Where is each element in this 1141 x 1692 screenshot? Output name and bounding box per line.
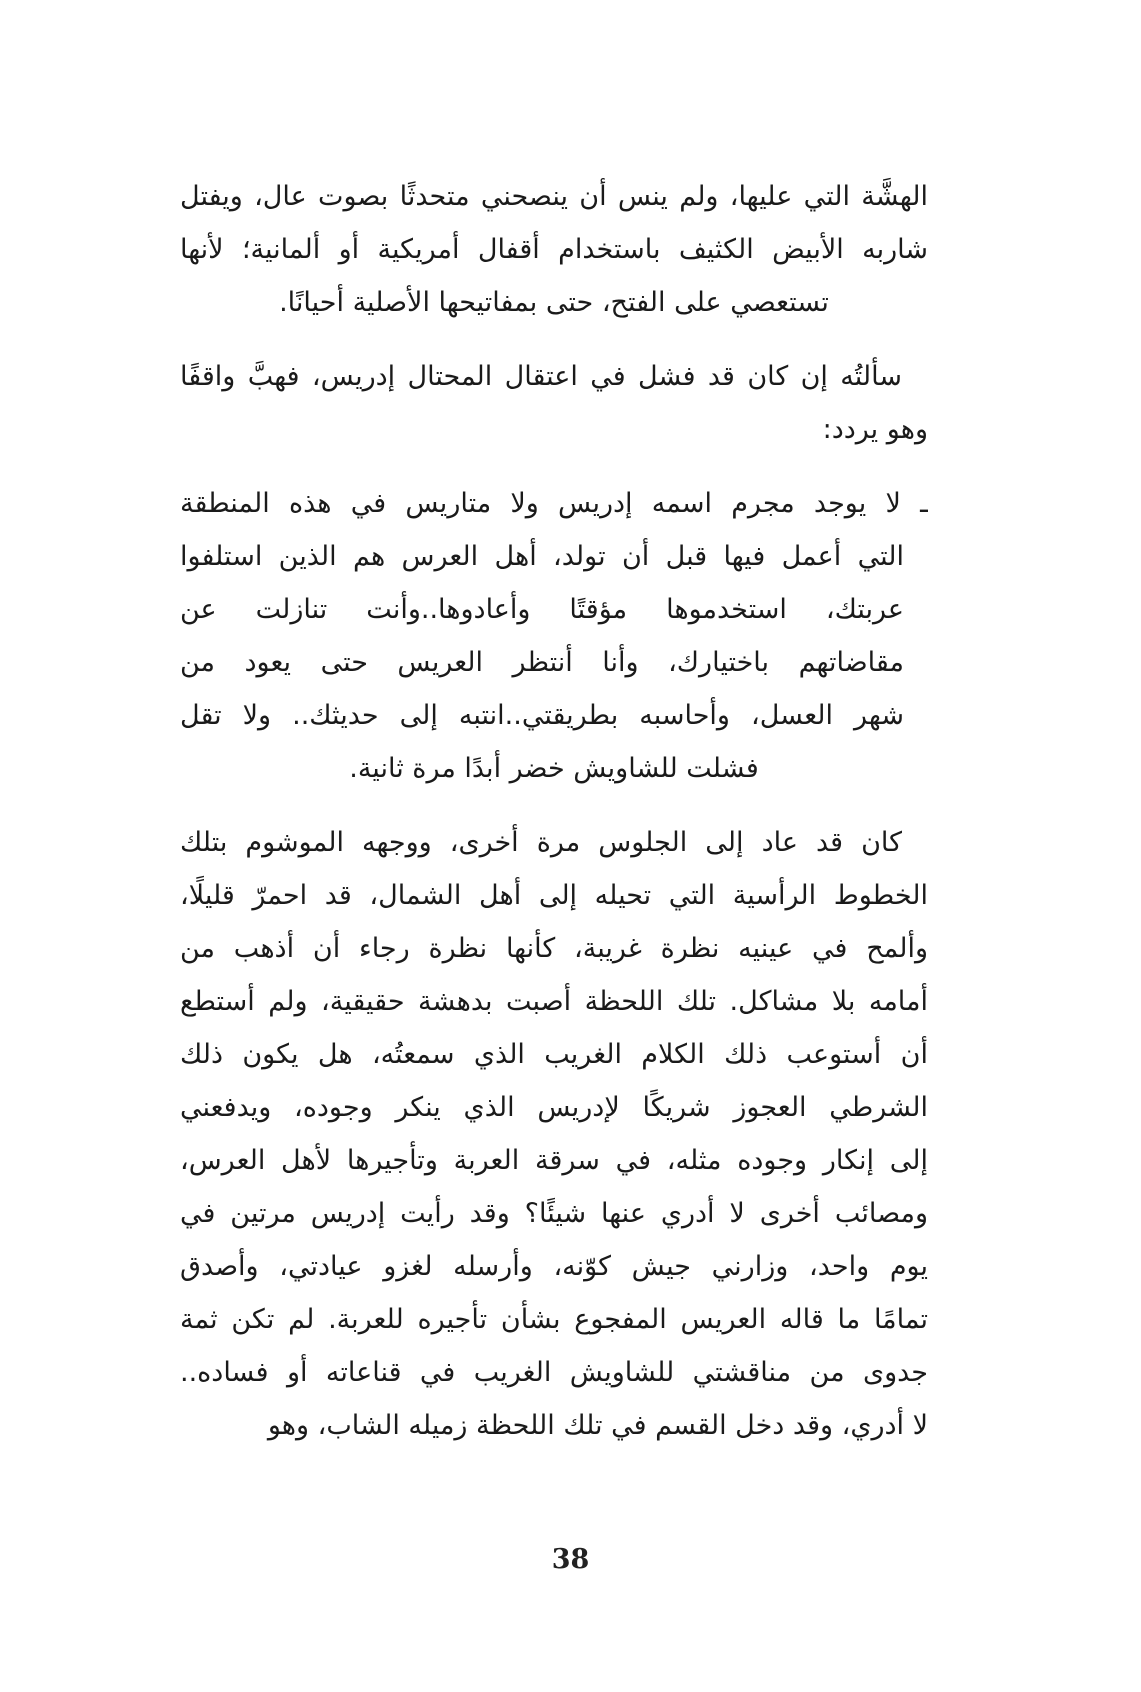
paragraph (180, 170, 928, 329)
text-line: فشلت للشاويش خضر أبدًا مرة ثانية. (349, 753, 759, 784)
paragraph (180, 350, 928, 456)
text-line: الخطوط الرأسية التي تحيله إلى أهل الشمال، قد احمرّ قليلًا، (180, 880, 928, 911)
text-line: وهو يردد: (822, 414, 928, 445)
paragraph-dialogue (180, 477, 928, 795)
text-line: ـ لا يوجد مجرم اسمه إدريس ولا متاريس في هذه المنطقة (180, 488, 928, 519)
text-line: جدوى من مناقشتي للشاويش الغريب في قناعاته أو فساده.. (180, 1357, 928, 1388)
text-line: أن أستوعب ذلك الكلام الغريب الذي سمعتُه، هل يكون ذلك (180, 1039, 928, 1070)
text-line: ومصائب أخرى لا أدري عنها شيئًا؟ وقد رأيت إدريس مرتين في (180, 1198, 928, 1229)
text-line: مقاضاتهم باختيارك، وأنا أنتظر العريس حتى يعود من (180, 647, 904, 678)
text-line: الهشَّة التي عليها، ولم ينس أن ينصحني متحدثًا بصوت عال، ويفتل (180, 181, 928, 212)
paragraph (180, 816, 928, 1452)
text-line: سألتُه إن كان قد فشل في اعتقال المحتال إدريس، فهبَّ واقفًا (180, 361, 902, 392)
text-line: الشرطي العجوز شريكًا لإدريس الذي ينكر وجوده، ويدفعني (180, 1092, 928, 1123)
text-line: تستعصي على الفتح، حتى بمفاتيحها الأصلية أحيانًا. (279, 287, 829, 318)
text-line: شهر العسل، وأحاسبه بطريقتي..انتبه إلى حديثك.. ولا تقل (180, 700, 904, 731)
text-line: أمامه بلا مشاكل. تلك اللحظة أصبت بدهشة حقيقية، ولم أستطع (180, 986, 928, 1017)
text-line: لا أدري، وقد دخل القسم في تلك اللحظة زميله الشاب، وهو (267, 1410, 928, 1441)
page-number: 38 (551, 1544, 590, 1575)
text-line: شاربه الأبيض الكثيف باستخدام أقفال أمريكية أو ألمانية؛ لأنها (180, 234, 928, 265)
text-line: عربتك، استخدموها مؤقتًا وأعادوها..وأنت تنازلت عن (180, 594, 904, 625)
text-line: كان قد عاد إلى الجلوس مرة أخرى، ووجهه الموشوم بتلك (180, 827, 902, 858)
page-body (180, 170, 928, 1452)
text-line: إلى إنكار وجوده مثله، في سرقة العربة وتأجيرها لأهل العرس، (180, 1145, 928, 1176)
text-line: يوم واحد، وزارني جيش كوّنه، وأرسله لغزو عيادتي، وأصدق (180, 1251, 928, 1282)
text-line: وألمح في عينيه نظرة غريبة، كأنها نظرة رجاء أن أذهب من (180, 933, 928, 964)
text-line: تمامًا ما قاله العريس المفجوع بشأن تأجيره للعربة. لم تكن ثمة (180, 1304, 928, 1335)
text-line: التي أعمل فيها قبل أن تولد، أهل العرس هم الذين استلفوا (180, 541, 904, 572)
